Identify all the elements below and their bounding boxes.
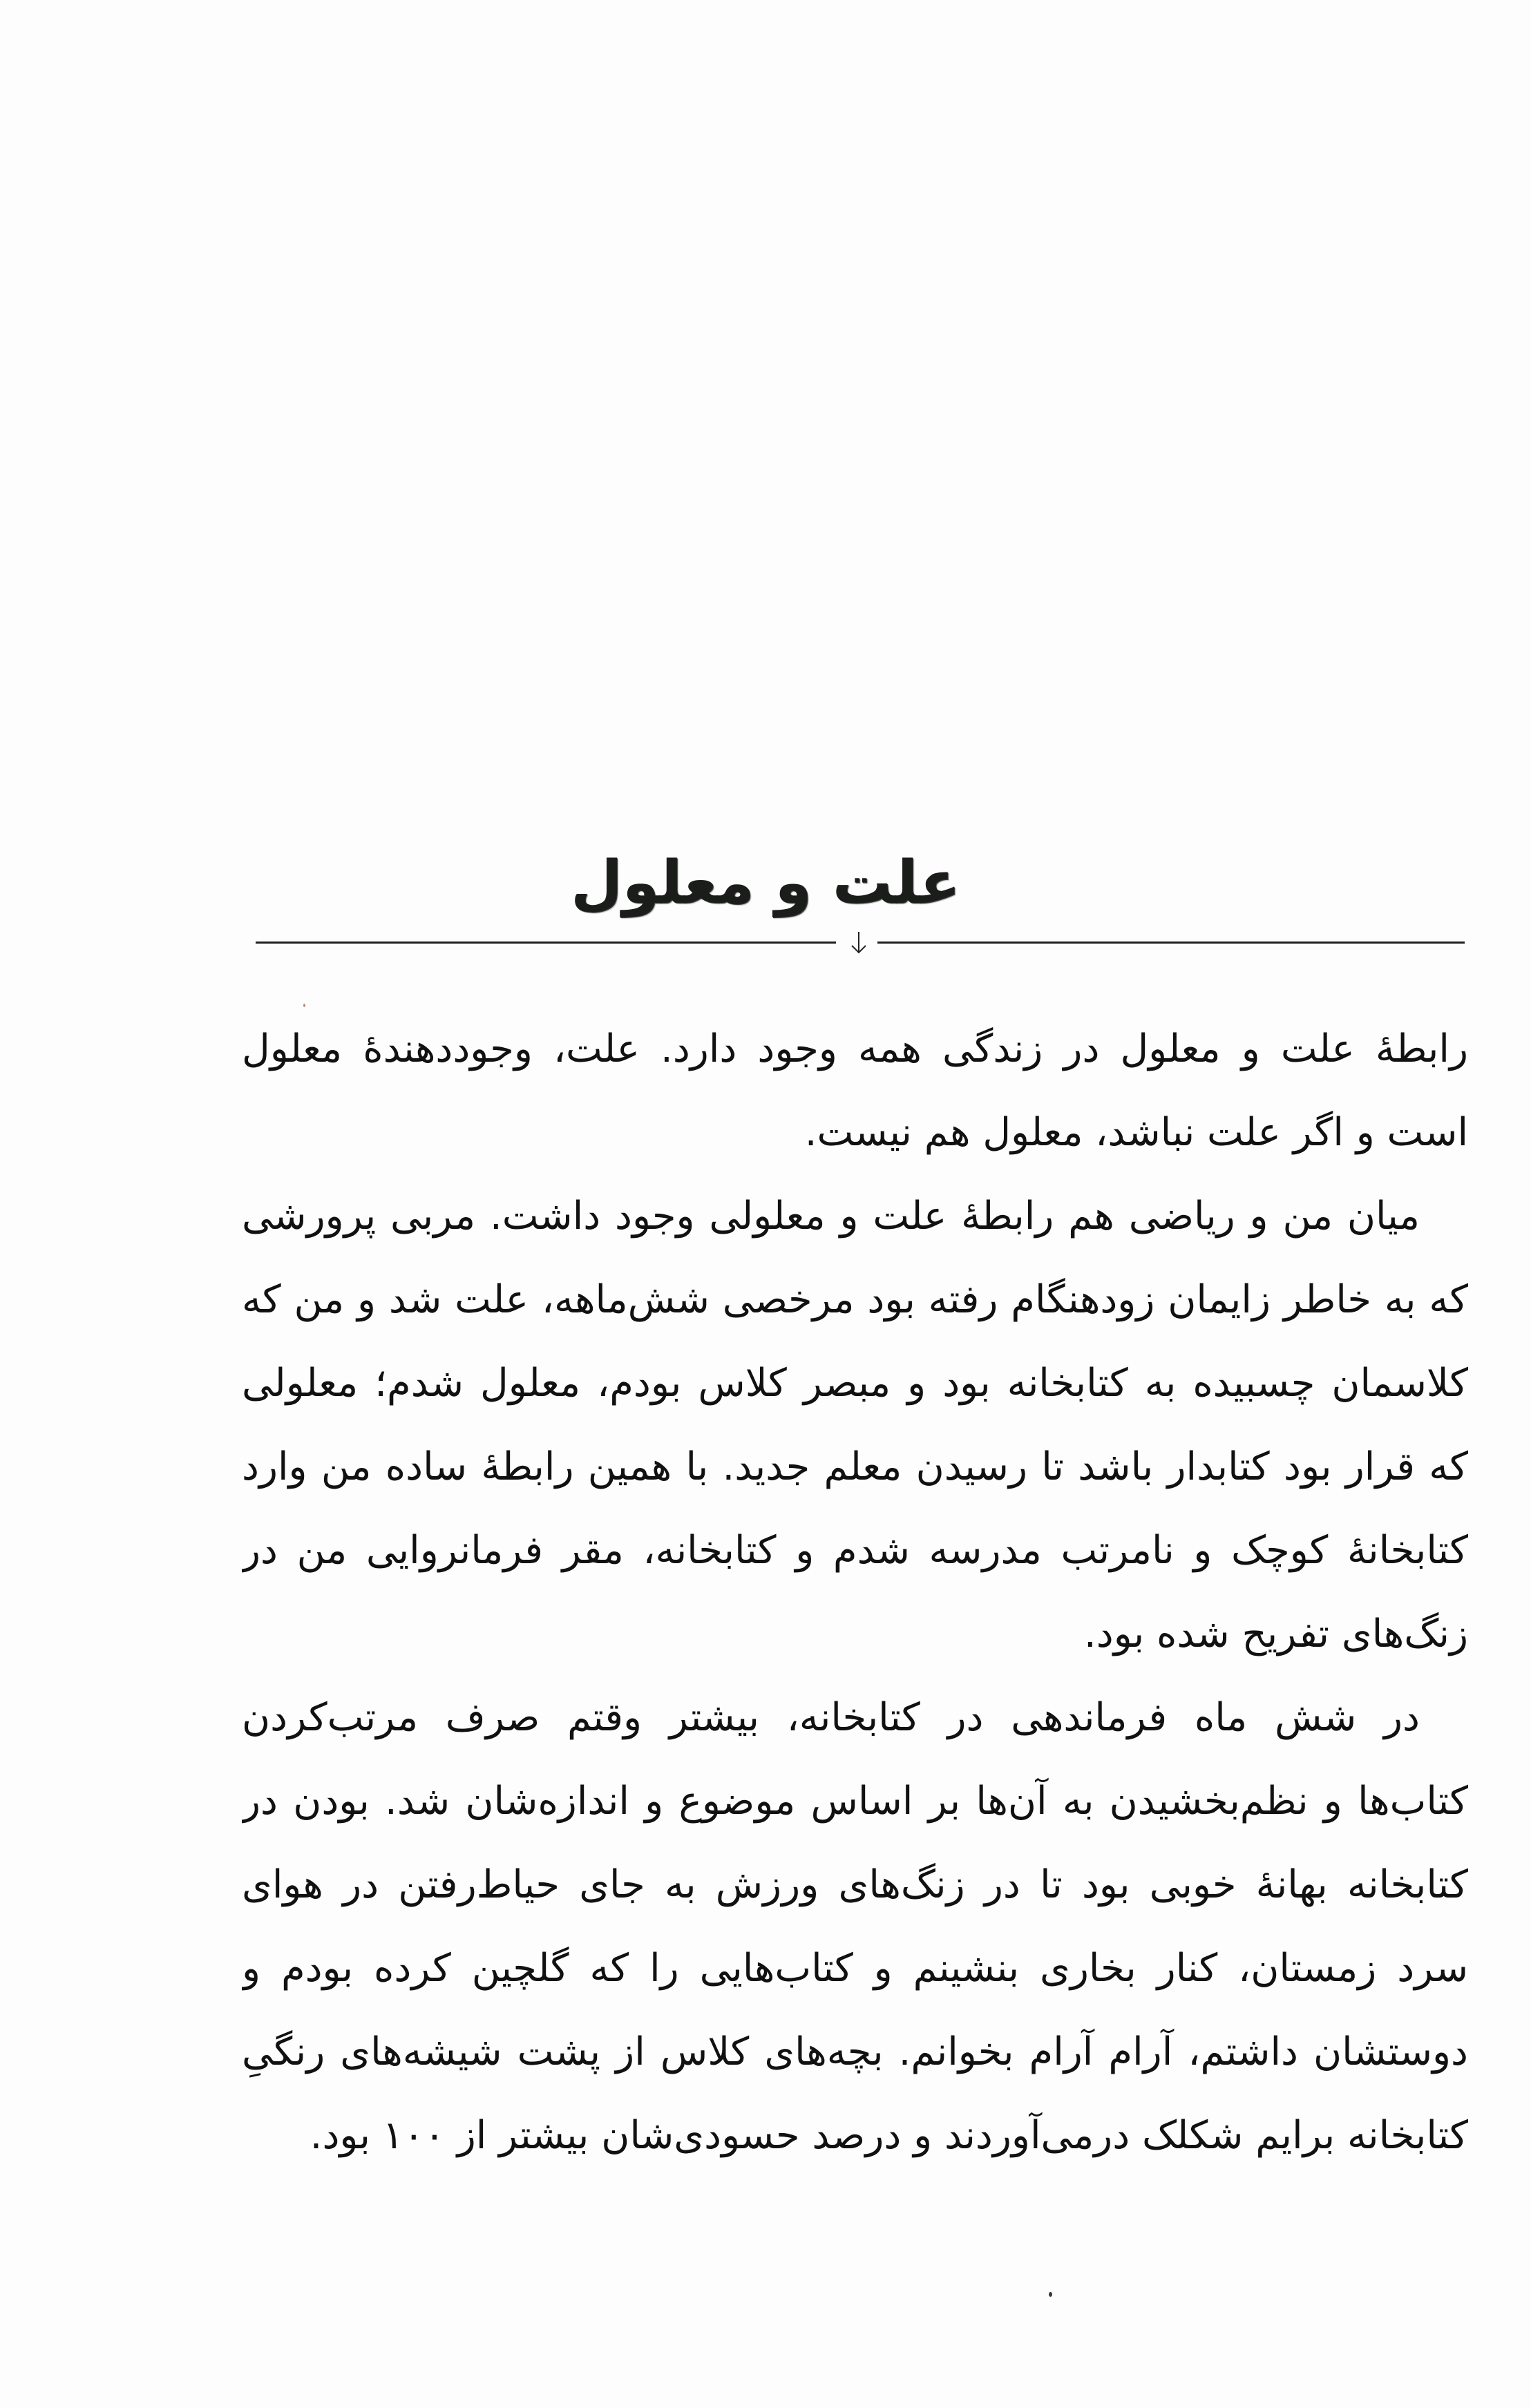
scan-speck — [1049, 2292, 1052, 2297]
text-line: کلاسمان چسبیده به کتابخانه بود و مبصر کلاس بودم، معلول شدم؛ معلولی — [242, 1361, 1468, 1406]
text-line: میان من و ریاضی هم رابطهٔ علت و معلولی وجود داشت. مربی پرورشی — [242, 1194, 1420, 1239]
chapter-body — [242, 1007, 1468, 2177]
text-line: کتابخانه بهانهٔ خوبی بود تا در زنگ‌های ورزش به جای حیاط‌رفتن در هوای — [242, 1862, 1468, 1907]
down-arrow-icon — [845, 929, 873, 957]
text-line: رابطهٔ علت و معلول در زندگی همه وجود دارد. علت، وجوددهندهٔ معلول — [242, 1026, 1468, 1071]
paragraph — [242, 1676, 1468, 2177]
text-line: است و اگر علت نباشد، معلول هم نیست. — [804, 1110, 1468, 1155]
text-line: کتاب‌ها و نظم‌بخشیدن به آن‌ها بر اساس موضوع و اندازه‌شان شد. بودن در — [242, 1779, 1468, 1824]
title-divider — [256, 929, 1465, 957]
text-line: کتابخانه برایم شکلک درمی‌آوردند و درصد حسودی‌شان بیشتر از ۱۰۰ بود. — [310, 2113, 1468, 2158]
scan-speck — [303, 1004, 305, 1007]
text-line: که قرار بود کتابدار باشد تا رسیدن معلم جدید. با همین رابطهٔ ساده من وارد — [242, 1444, 1468, 1489]
text-line: دوستشان داشتم، آرام آرام بخوانم. بچه‌های کلاس از پشت شیشه‌های رنگیِ — [242, 2029, 1468, 2074]
paragraph — [242, 1007, 1468, 1174]
text-line: که به خاطر زایمان زودهنگام رفته بود مرخصی شش‌ماهه، علت شد و من که — [242, 1277, 1468, 1322]
text-line: سرد زمستان، کنار بخاری بنشینم و کتاب‌هایی را که گلچین کرده بودم و — [242, 1946, 1468, 1991]
divider-line-right — [877, 942, 1465, 944]
text-line: در شش ماه فرماندهی در کتابخانه، بیشتر وقتم صرف مرتب‌کردن — [242, 1695, 1420, 1740]
text-line: کتابخانهٔ کوچک و نامرتب مدرسه شدم و کتابخانه، مقر فرمانروایی من در — [242, 1528, 1468, 1573]
paragraph — [242, 1174, 1468, 1676]
divider-line-left — [256, 942, 836, 944]
text-line: زنگ‌های تفریح شده بود. — [1083, 1612, 1468, 1656]
chapter-title: علت و معلول — [571, 848, 960, 917]
